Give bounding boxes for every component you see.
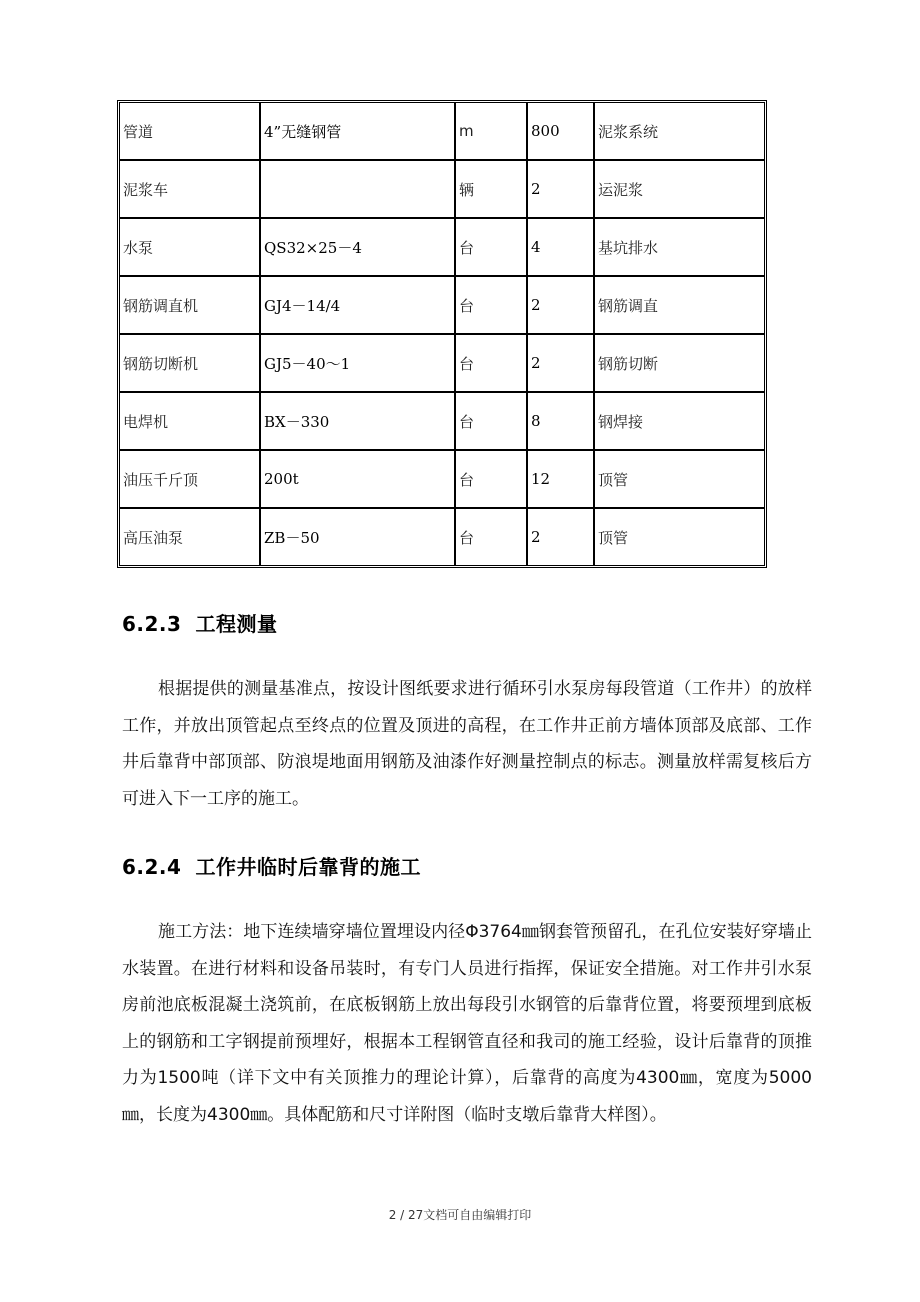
section-title: 工程测量 bbox=[195, 612, 278, 636]
table-row bbox=[119, 450, 765, 508]
table-cell-unit: 辆 bbox=[455, 160, 527, 218]
table-cell-qty: 2 bbox=[527, 160, 594, 218]
table-cell-spec: GJ4－14/4 bbox=[260, 276, 455, 334]
table-cell-spec: GJ5－40～1 bbox=[260, 334, 455, 392]
section-number: 6.2.3 bbox=[122, 612, 182, 636]
table-cell-spec: QS32×25－4 bbox=[260, 218, 455, 276]
table-cell-qty: 4 bbox=[527, 218, 594, 276]
table-cell-name: 钢筋调直机 bbox=[119, 276, 260, 334]
equipment-table-grid bbox=[119, 102, 765, 566]
table-row bbox=[119, 160, 765, 218]
table-cell-unit: 台 bbox=[455, 392, 527, 450]
section-title: 工作井临时后靠背的施工 bbox=[195, 855, 421, 879]
table-cell-qty: 800 bbox=[527, 102, 594, 160]
table-cell-qty: 2 bbox=[527, 276, 594, 334]
table-cell-name: 泥浆车 bbox=[119, 160, 260, 218]
table-cell-use: 钢筋切断 bbox=[594, 334, 765, 392]
table-cell-use: 顶管 bbox=[594, 450, 765, 508]
section-heading-6-2-3 bbox=[122, 608, 277, 637]
table-cell-spec: 200t bbox=[260, 450, 455, 508]
equipment-table bbox=[117, 100, 767, 568]
table-cell-name: 高压油泵 bbox=[119, 508, 260, 566]
table-cell-name: 管道 bbox=[119, 102, 260, 160]
table-row bbox=[119, 508, 765, 566]
table-cell-unit: m bbox=[455, 102, 527, 160]
section-heading-6-2-4 bbox=[122, 851, 421, 880]
table-cell-use: 钢焊接 bbox=[594, 392, 765, 450]
table-cell-unit: 台 bbox=[455, 508, 527, 566]
section-number: 6.2.4 bbox=[122, 855, 182, 879]
table-row bbox=[119, 276, 765, 334]
table-cell-unit: 台 bbox=[455, 450, 527, 508]
table-cell-use: 顶管 bbox=[594, 508, 765, 566]
table-cell-use: 泥浆系统 bbox=[594, 102, 765, 160]
table-cell-use: 钢筋调直 bbox=[594, 276, 765, 334]
table-cell-spec bbox=[260, 160, 455, 218]
paragraph-backrest: 施工方法：地下连续墙穿墙位置埋设内径Φ3764㎜钢套管预留孔，在孔位安装好穿墙止水装置。在进行材料和设备吊装时，有专门人员进行指挥，保证安全措施。对工作井引水泵房前池底板混凝土浇筑前，在底板钢筋上放出每段引水钢管的后靠背位置，将要预埋到底板上的钢筋和工字钢提前预埋好，根据本工程钢管直径和我司的施工经验，设计后靠背的顶推力为1500吨（详下文中有关顶推力的理论计算），后靠背的高度为4300㎜，宽度为5000㎜，长度为4300㎜。具体配筋和尺寸详附图（临时支墩后靠背大样图）。 bbox=[122, 922, 812, 1125]
table-cell-qty: 8 bbox=[527, 392, 594, 450]
table-cell-unit: 台 bbox=[455, 218, 527, 276]
table-cell-use: 基坑排水 bbox=[594, 218, 765, 276]
paragraph-survey: 根据提供的测量基准点，按设计图纸要求进行循环引水泵房每段管道（工作井）的放样工作，并放出顶管起点至终点的位置及顶进的高程，在工作井正前方墙体顶部及底部、工作井后靠背中部顶部、防浪堤地面用钢筋及油漆作好测量控制点的标志。测量放样需复核后方可进入下一工序的施工。 bbox=[122, 679, 812, 809]
table-cell-name: 电焊机 bbox=[119, 392, 260, 450]
table-cell-name: 水泵 bbox=[119, 218, 260, 276]
table-row bbox=[119, 334, 765, 392]
table-cell-unit: 台 bbox=[455, 276, 527, 334]
table-cell-qty: 2 bbox=[527, 334, 594, 392]
table-cell-qty: 2 bbox=[527, 508, 594, 566]
table-cell-unit: 台 bbox=[455, 334, 527, 392]
table-row bbox=[119, 102, 765, 160]
table-cell-qty: 12 bbox=[527, 450, 594, 508]
table-cell-name: 油压千斤顶 bbox=[119, 450, 260, 508]
table-cell-spec: BX－330 bbox=[260, 392, 455, 450]
table-cell-use: 运泥浆 bbox=[594, 160, 765, 218]
table-cell-spec: ZB－50 bbox=[260, 508, 455, 566]
table-cell-spec: 4”无缝钢管 bbox=[260, 102, 455, 160]
page-footer: 2 / 27文档可自由编辑打印 bbox=[388, 1208, 532, 1222]
table-cell-name: 钢筋切断机 bbox=[119, 334, 260, 392]
table-row bbox=[119, 392, 765, 450]
table-row bbox=[119, 218, 765, 276]
